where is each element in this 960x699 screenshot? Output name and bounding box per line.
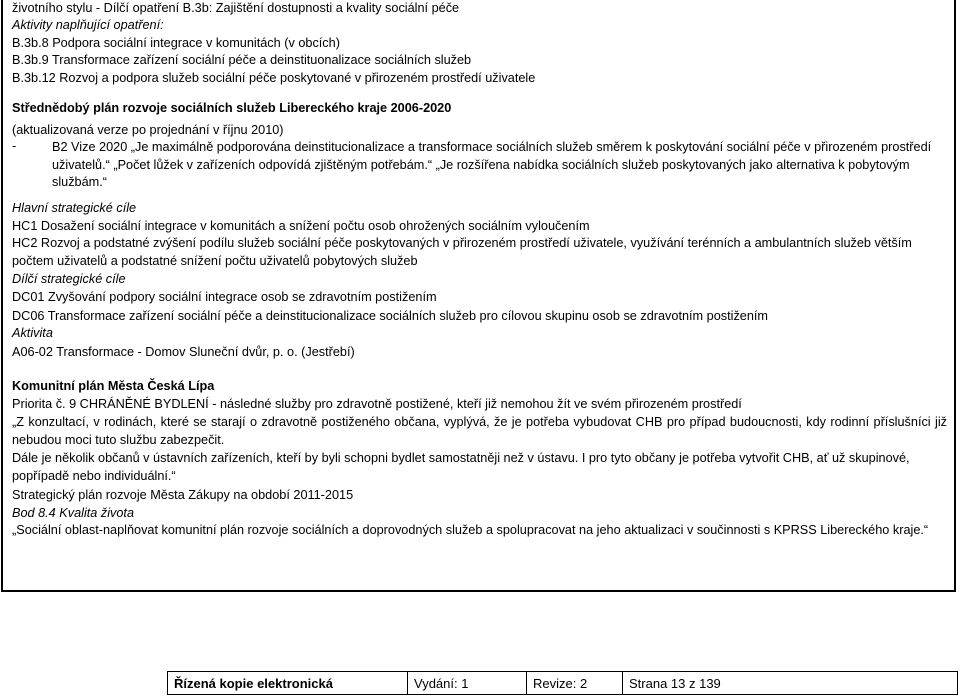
line-b3b8: B.3b.8 Podpora sociální integrace v komunitách (v obcích): [12, 36, 340, 50]
subheading-aktualizovana: (aktualizovaná verze po projednání v říjnu 2010): [12, 123, 284, 137]
line-dc01: DC01 Zvyšování podpory sociální integrace osob se zdravotním postižením: [12, 290, 437, 304]
line-hc1: HC1 Dosažení sociální integrace v komunitách a snížení počtu osob ohrožených sociálním vyloučením: [12, 219, 590, 233]
heading-hlavni-cile: Hlavní strategické cíle: [12, 201, 137, 215]
para-socialni-oblast: „Sociální oblast-naplňovat komunitní plán rozvoje sociálních a doprovodných služeb a spolupracovat na jeho aktualizaci v součinnosti s KPRSS Libereckého kraje.“: [12, 523, 929, 537]
line-opatreni: životního stylu - Dílčí opatření B.3b: Zajištění dostupnosti a kvality sociální péče: [12, 1, 460, 15]
footer-revision: Revize: 2: [527, 672, 623, 694]
line-strategicky-plan: Strategický plán rozvoje Města Zákupy na období 2011-2015: [12, 488, 354, 502]
para-konzultace: „Z konzultací, v rodinách, které se starají o zdravotně postiženého občana, vyplývá, že je potřeba vybudovat CHB pro případ budoucnosti, kdy rodinní příslušníci již nebudou moci tuto službu zabezpečit.: [12, 415, 947, 447]
priorita-text: Priorita č. 9 CHRÁNĚNÉ BYDLENÍ - následné služby pro zdravotně postižené, kteří již nemohou žít ve svém přirozeném prostředí: [12, 397, 742, 411]
footer-table: [167, 671, 958, 695]
para-obcane: Dále je několik občanů v ústavních zařízeních, kteří by byli schopni bydlet samostatněji než v ústavu. I pro tyto občany je potřeba vytvořit CHB, ať už skupinové, popřípadě nebo individuální.“: [12, 451, 910, 483]
line-bod-84: Bod 8.4 Kvalita života: [12, 506, 135, 520]
line-aktivity-heading: Aktivity naplňující opatření:: [12, 18, 164, 32]
footer-controlled-copy: Řízená kopie elektronická: [168, 672, 408, 694]
bullet-b2-vize: B2 Vize 2020 „Je maximálně podporována deinstitucionalizace a transformace sociálních služeb směrem k poskytování sociální péče v přirozeném prostředí uživatelů.“ „Počet lůžek v zařízeních odpovídá zjištěným potřebám.“ „Je rozšířena nabídka sociálních služeb poskytovaných jako alternativa k pobytovým službám.“: [52, 140, 932, 189]
bullet-dash: -: [12, 139, 17, 153]
content-frame: [1, 0, 956, 592]
footer-page-number: Strana 13 z 139: [629, 675, 721, 691]
line-dc06: DC06 Transformace zařízení sociální péče a deinstitucionalizace sociálních služeb pro cílovou skupinu osob se zdravotním postižením: [12, 309, 768, 323]
line-priorita: [12, 396, 742, 413]
heading-dilci-cile: Dílčí strategické cíle: [12, 272, 126, 286]
heading-stredodoby-plan: Střednědobý plán rozvoje sociálních služeb Libereckého kraje 2006-2020: [12, 101, 452, 115]
line-b3b9: B.3b.9 Transformace zařízení sociální péče a deinstituonalizace sociálních služeb: [12, 53, 472, 67]
heading-komunitni-plan: Komunitní plán Města Česká Lípa: [12, 379, 215, 393]
footer-edition: Vydání: 1: [408, 672, 527, 694]
line-hc2: HC2 Rozvoj a podstatné zvýšení podílu služeb sociální péče poskytovaných v přirozeném prostředí uživatele, využívání terénních a ambulantních služeb větším počtem uživatelů a podstatné snížení počtu uživatelů pobytových služeb: [12, 236, 912, 268]
heading-aktivita: Aktivita: [12, 326, 53, 340]
line-b3b12: B.3b.12 Rozvoj a podpora služeb sociální péče poskytované v přirozeném prostředí uživatele: [12, 71, 536, 85]
line-a06: A06-02 Transformace - Domov Sluneční dvůr, p. o. (Jestřebí): [12, 345, 355, 359]
